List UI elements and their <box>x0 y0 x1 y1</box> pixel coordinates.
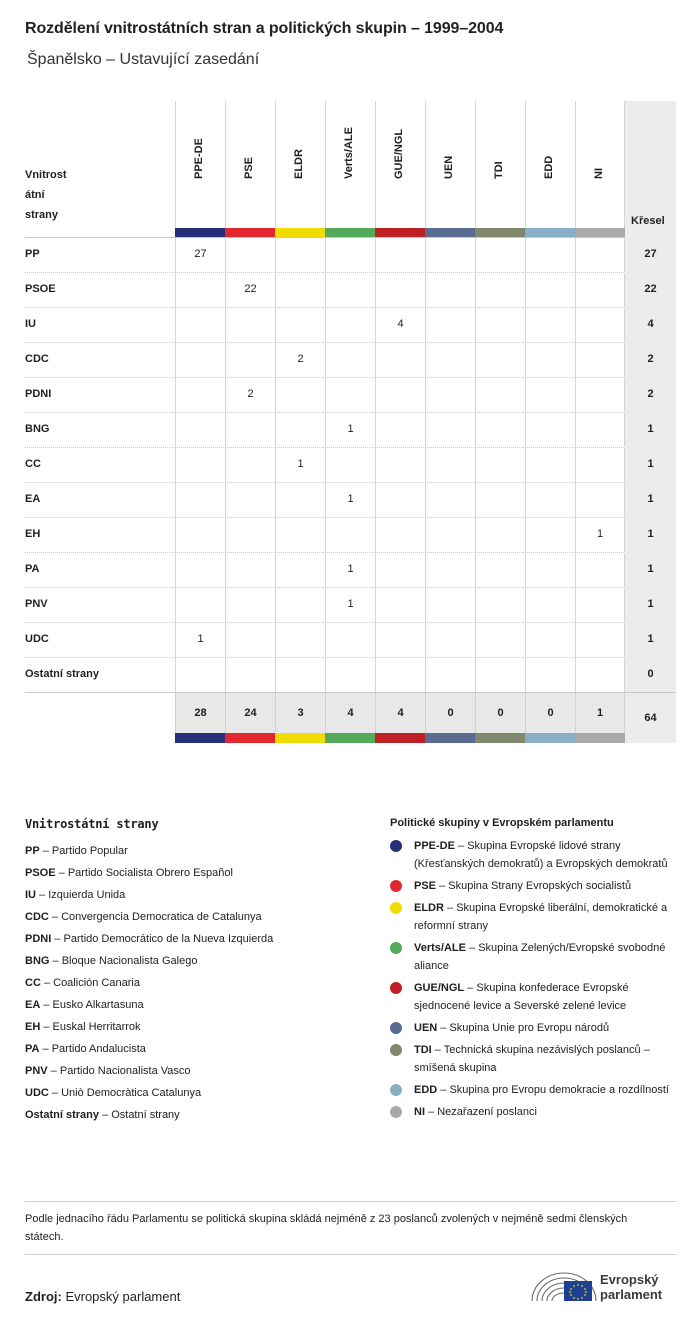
table-cell <box>375 238 425 272</box>
group-column-header <box>475 101 525 237</box>
table-cell <box>425 238 475 272</box>
total-cell: 4 <box>325 693 375 733</box>
legend-item: GUE/NGL – Skupina konfederace Evropské sjednocené levice a Severské zelené levice <box>390 979 680 1015</box>
table-cell <box>475 483 525 517</box>
table-cell <box>225 588 275 622</box>
table-row <box>25 377 676 412</box>
group-column-header <box>275 101 325 237</box>
party-label: PP <box>25 248 40 260</box>
table-cell <box>175 553 225 587</box>
group-label: UEN <box>443 155 455 179</box>
table-cell <box>225 343 275 377</box>
table-row <box>25 447 676 482</box>
color-dot-icon <box>390 1084 402 1096</box>
table-cell <box>225 553 275 587</box>
group-column-header <box>575 101 625 237</box>
table-row <box>25 412 676 447</box>
group-color-bar <box>575 733 625 743</box>
group-color-bar <box>225 733 275 743</box>
table-cell <box>225 448 275 482</box>
table-cell <box>475 413 525 447</box>
table-cell <box>425 378 475 412</box>
table-cell <box>375 273 425 307</box>
total-cell: 28 <box>175 693 225 733</box>
seats-cell: 27 <box>625 237 676 272</box>
table-cell <box>275 378 325 412</box>
table-row <box>25 482 676 517</box>
source: Zdroj: Evropský parlament <box>25 1289 181 1304</box>
seats-cell: 2 <box>625 342 676 377</box>
table-cell <box>475 588 525 622</box>
table-cell <box>175 588 225 622</box>
table-cell <box>425 413 475 447</box>
table-cell <box>375 483 425 517</box>
total-cell: 1 <box>575 693 625 733</box>
group-color-bar <box>525 228 575 237</box>
seats-cell: 2 <box>625 377 676 412</box>
table-cell <box>375 518 425 552</box>
table-cell <box>575 588 625 622</box>
party-label: PSOE <box>25 283 56 295</box>
seats-cell: 1 <box>625 447 676 482</box>
table-cell <box>275 273 325 307</box>
page-subtitle: Španělsko – Ustavující zasedání <box>27 51 260 68</box>
table-cell: 1 <box>325 413 375 447</box>
table-cell <box>175 518 225 552</box>
legend-item: TDI – Technická skupina nezávislých poslanců – smíšená skupina <box>390 1041 680 1077</box>
table-cell <box>375 623 425 657</box>
table-cell <box>425 553 475 587</box>
table-cell <box>225 413 275 447</box>
table-cell <box>225 623 275 657</box>
color-dot-icon <box>390 982 402 994</box>
legend-item: UDC – Uniò Democràtica Catalunya <box>25 1087 202 1099</box>
table-cell <box>175 273 225 307</box>
group-label: NI <box>593 168 605 179</box>
seats-cell: 1 <box>625 482 676 517</box>
group-column-header <box>375 101 425 237</box>
table-cell <box>175 483 225 517</box>
legend-item: UEN – Skupina Unie pro Evropu národů <box>390 1019 680 1037</box>
group-color-bar <box>475 733 525 743</box>
table-cell <box>325 238 375 272</box>
group-color-bar <box>225 228 275 237</box>
table-cell <box>575 448 625 482</box>
legend-item: PSE – Skupina Strany Evropských socialistů <box>390 877 680 895</box>
table-cell <box>275 308 325 342</box>
party-label: EH <box>25 528 41 540</box>
table-cell <box>275 588 325 622</box>
group-label: GUE/NGL <box>393 128 405 179</box>
table-cell <box>525 413 575 447</box>
group-color-bar <box>475 228 525 237</box>
table-cell <box>375 658 425 692</box>
seats-cell: 22 <box>625 272 676 307</box>
table-cell <box>525 238 575 272</box>
color-dot-icon <box>390 880 402 892</box>
table-cell <box>475 273 525 307</box>
legend-item: NI – Nezařazení poslanci <box>390 1103 680 1121</box>
legend-title: Vnitrostátní strany <box>25 817 159 831</box>
table-cell <box>375 413 425 447</box>
group-color-bar <box>275 733 325 743</box>
table-cell <box>475 343 525 377</box>
table-cell: 1 <box>325 588 375 622</box>
legend-title: Politické skupiny v Evropském parlamentu <box>390 817 614 829</box>
table-cell <box>275 553 325 587</box>
legend-item: IU – Izquierda Unida <box>25 889 126 901</box>
table-cell <box>525 343 575 377</box>
table-cell <box>375 448 425 482</box>
table-cell <box>475 518 525 552</box>
table-cell <box>275 413 325 447</box>
group-color-bar <box>575 228 625 237</box>
legend-item: PPE-DE – Skupina Evropské lidové strany (Křesťanských demokratů) a Evropských demokratů <box>390 837 680 873</box>
seats-cell: 4 <box>625 307 676 342</box>
total-cell: 4 <box>375 693 425 733</box>
total-cell: 0 <box>525 693 575 733</box>
table-cell <box>175 658 225 692</box>
table-cell <box>525 588 575 622</box>
party-label: PDNI <box>25 388 52 400</box>
table-cell <box>475 308 525 342</box>
color-dot-icon <box>390 840 402 852</box>
table-cell <box>425 518 475 552</box>
group-color-bar <box>275 228 325 237</box>
table-cell <box>325 623 375 657</box>
table-cell <box>425 623 475 657</box>
color-dot-icon <box>390 1022 402 1034</box>
table-cell <box>175 308 225 342</box>
seats-cell: 1 <box>625 412 676 447</box>
legend-item: BNG – Bloque Nacionalista Galego <box>25 955 198 967</box>
table-cell: 22 <box>225 273 275 307</box>
table-cell <box>225 518 275 552</box>
legend-item: PP – Partido Popular <box>25 845 128 857</box>
table-cell <box>275 238 325 272</box>
table-cell <box>425 273 475 307</box>
table-cell: 1 <box>575 518 625 552</box>
legend-item: EA – Eusko Alkartasuna <box>25 999 144 1011</box>
group-column-header <box>225 101 275 237</box>
table-cell <box>275 483 325 517</box>
table-cell <box>275 658 325 692</box>
group-label: TDI <box>493 161 505 179</box>
table-cell <box>225 483 275 517</box>
seats-column-header: Křesel <box>625 101 676 237</box>
divider <box>25 1254 676 1255</box>
page-title: Rozdělení vnitrostátních stran a politických skupin – 1999–2004 <box>25 20 504 37</box>
divider <box>25 1201 676 1202</box>
group-color-bar <box>525 733 575 743</box>
table-cell <box>425 588 475 622</box>
total-cell: 0 <box>475 693 525 733</box>
table-cell <box>575 553 625 587</box>
group-column-header <box>425 101 475 237</box>
table-row <box>25 587 676 622</box>
color-dot-icon <box>390 902 402 914</box>
table-cell <box>575 378 625 412</box>
legend-item: CDC – Convergencia Democratica de Catalunya <box>25 911 262 923</box>
table-cell <box>375 343 425 377</box>
table-cell: 1 <box>275 448 325 482</box>
group-label: PPE-DE <box>193 138 205 179</box>
table-cell: 1 <box>325 553 375 587</box>
table-cell: 2 <box>225 378 275 412</box>
seats-cell: 1 <box>625 517 676 552</box>
group-label: EDD <box>543 155 555 179</box>
seats-cell: 0 <box>625 657 676 692</box>
table-cell <box>575 483 625 517</box>
table-cell <box>425 658 475 692</box>
table-cell <box>525 378 575 412</box>
table-cell <box>325 378 375 412</box>
seats-cell: 1 <box>625 622 676 657</box>
table-cell <box>575 658 625 692</box>
legend-item: Verts/ALE – Skupina Zelených/Evropské svobodné aliance <box>390 939 680 975</box>
party-label: CC <box>25 458 41 470</box>
group-color-bar <box>375 733 425 743</box>
table-cell: 1 <box>325 483 375 517</box>
table-row <box>25 272 676 307</box>
table-cell <box>475 378 525 412</box>
table-cell <box>575 623 625 657</box>
table-header <box>25 101 676 237</box>
table-row <box>25 657 676 692</box>
table-row <box>25 552 676 587</box>
table-cell <box>325 518 375 552</box>
party-label: IU <box>25 318 36 330</box>
table-cell <box>275 518 325 552</box>
legend-item: PA – Partido Andalucista <box>25 1043 146 1055</box>
party-label: EA <box>25 493 41 505</box>
table-cell <box>525 658 575 692</box>
row-header-label: Vnitrost átní strany <box>25 169 67 221</box>
table-row <box>25 342 676 377</box>
group-column-header <box>325 101 375 237</box>
table-row <box>25 307 676 342</box>
table-cell <box>175 378 225 412</box>
group-color-bar <box>175 733 225 743</box>
table-cell <box>575 413 625 447</box>
table-cell <box>475 448 525 482</box>
table-cell <box>175 413 225 447</box>
legend-item: CC – Coalición Canaria <box>25 977 140 989</box>
totals-row <box>25 692 676 742</box>
table-cell <box>275 623 325 657</box>
group-label: Verts/ALE <box>343 127 355 179</box>
total-seats: 64 <box>625 693 676 743</box>
table-cell <box>525 273 575 307</box>
group-color-bar <box>325 733 375 743</box>
group-color-bar <box>375 228 425 237</box>
table-cell <box>525 518 575 552</box>
table-cell <box>425 308 475 342</box>
party-label: BNG <box>25 423 50 435</box>
table-cell <box>425 448 475 482</box>
group-color-bar <box>325 228 375 237</box>
table-cell <box>375 588 425 622</box>
groups-legend <box>390 817 680 1125</box>
table-cell <box>325 343 375 377</box>
party-label: PNV <box>25 598 48 610</box>
table-cell <box>525 553 575 587</box>
table-cell <box>475 238 525 272</box>
group-label: PSE <box>243 156 255 179</box>
table-cell <box>525 308 575 342</box>
table-cell <box>375 553 425 587</box>
table-cell <box>325 273 375 307</box>
legend-item: ELDR – Skupina Evropské liberální, demokratické a reformní strany <box>390 899 680 935</box>
color-dot-icon <box>390 1044 402 1056</box>
party-label: UDC <box>25 633 49 645</box>
group-column-header <box>175 101 225 237</box>
total-cell: 24 <box>225 693 275 733</box>
table-row <box>25 237 676 272</box>
group-label: ELDR <box>293 149 305 179</box>
table-cell <box>325 308 375 342</box>
table-cell <box>575 238 625 272</box>
table-cell: 2 <box>275 343 325 377</box>
table-cell: 1 <box>175 623 225 657</box>
national-parties-legend <box>25 817 365 1126</box>
color-dot-icon <box>390 1106 402 1118</box>
seats-cell: 1 <box>625 587 676 622</box>
table-cell <box>525 448 575 482</box>
seats-table <box>25 101 676 742</box>
seats-cell: 1 <box>625 552 676 587</box>
table-cell <box>325 448 375 482</box>
table-row <box>25 517 676 552</box>
table-cell <box>575 308 625 342</box>
table-cell <box>425 343 475 377</box>
legend-item: EDD – Skupina pro Evropu demokracie a rozdílností <box>390 1081 680 1099</box>
table-cell <box>375 378 425 412</box>
party-label: CDC <box>25 353 49 365</box>
legend-item: PDNI – Partido Democrático de la Nueva Izquierda <box>25 933 274 945</box>
color-dot-icon <box>390 942 402 954</box>
group-color-bar <box>175 228 225 237</box>
legend-item: Ostatní strany – Ostatní strany <box>25 1109 180 1121</box>
table-cell <box>575 343 625 377</box>
group-color-bar <box>425 228 475 237</box>
party-label: PA <box>25 563 40 575</box>
table-cell <box>325 658 375 692</box>
group-column-header <box>525 101 575 237</box>
table-cell <box>425 483 475 517</box>
logo-text: Evropský parlament <box>600 1272 663 1302</box>
table-cell <box>525 483 575 517</box>
table-cell <box>175 343 225 377</box>
legend-item: EH – Euskal Herritarrok <box>25 1021 141 1033</box>
table-cell: 4 <box>375 308 425 342</box>
table-cell <box>475 623 525 657</box>
table-row <box>25 622 676 657</box>
table-cell <box>225 658 275 692</box>
table-cell <box>225 238 275 272</box>
table-cell <box>475 658 525 692</box>
legend-item: PSOE – Partido Socialista Obrero Español <box>25 867 233 879</box>
party-label: Ostatní strany <box>25 668 99 680</box>
table-cell: 27 <box>175 238 225 272</box>
table-cell <box>525 623 575 657</box>
group-color-bar <box>425 733 475 743</box>
footnote: Podle jednacího řádu Parlamentu se politická skupina skládá nejméně z 23 poslanců zvolených v nejméně sedmi členských státech. <box>25 1213 628 1243</box>
table-cell <box>225 308 275 342</box>
table-cell <box>475 553 525 587</box>
total-cell: 3 <box>275 693 325 733</box>
table-cell <box>575 273 625 307</box>
legend-item: PNV – Partido Nacionalista Vasco <box>25 1065 191 1077</box>
table-cell <box>175 448 225 482</box>
total-cell: 0 <box>425 693 475 733</box>
